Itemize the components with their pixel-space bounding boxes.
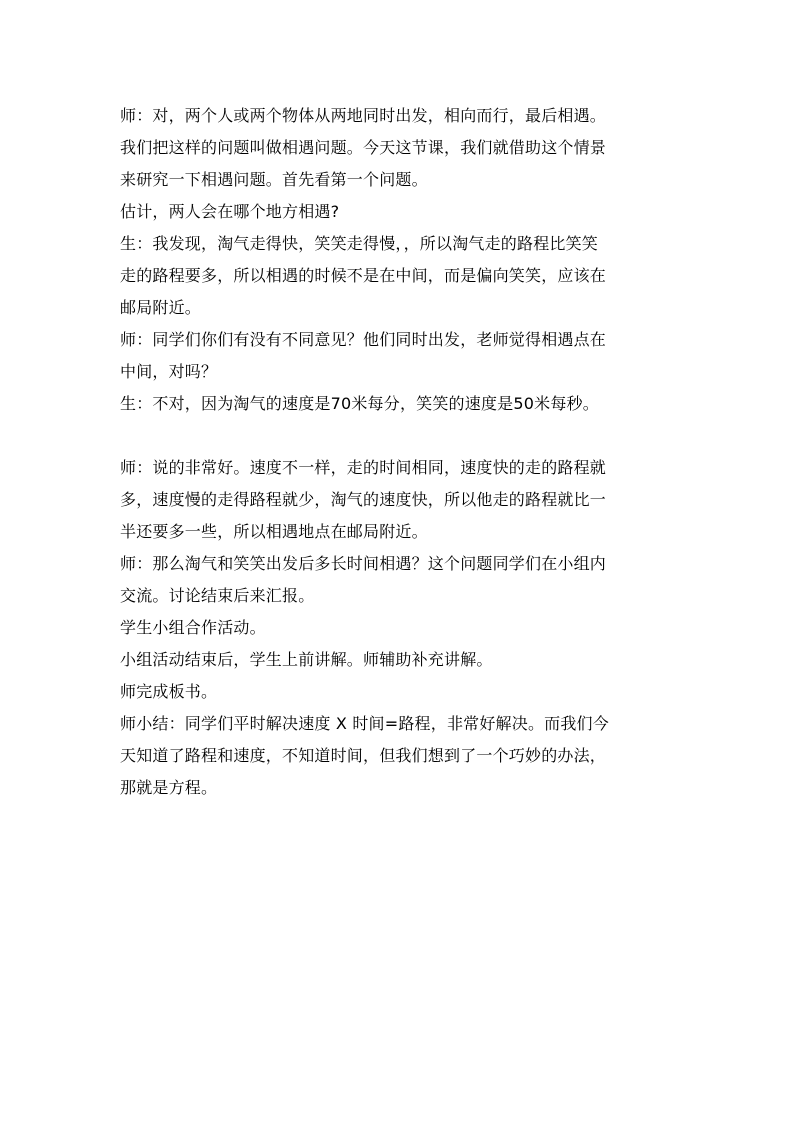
paragraph-board-writing [120, 676, 680, 708]
paragraph-teacher-question [120, 324, 680, 388]
text-line: 那就是方程。 [120, 778, 218, 797]
text-line: 师：说的非常好。速度不一样，走的时间相同，速度快的走的路程就 [120, 458, 607, 477]
paragraph-teacher-explanation [120, 452, 680, 548]
text-line: 小组活动结束后，学生上前讲解。师辅助补充讲解。 [120, 650, 493, 669]
paragraph-teacher-task [120, 548, 680, 612]
text-line: 多，速度慢的走得路程就少，淘气的速度快，所以他走的路程就比一 [120, 490, 607, 509]
text-line: 走的路程要多，所以相遇的时候不是在中间，而是偏向笑笑，应该在 [120, 266, 607, 285]
text-line: 交流。讨论结束后来汇报。 [120, 586, 315, 605]
text-line: 天知道了路程和速度，不知道时间，但我们想到了一个巧妙的办法， [120, 746, 607, 765]
text-line: 师：同学们你们有没有不同意见？他们同时出发，老师觉得相遇点在 [120, 330, 607, 349]
paragraph-group-activity [120, 612, 680, 644]
text-line: 生：我发现，淘气走得快，笑笑走得慢，，所以淘气走的路程比笑笑 [120, 234, 599, 253]
text-line: 估计，两人会在哪个地方相遇? [120, 202, 340, 221]
text-line: 师小结：同学们平时解决速度 X 时间=路程，非常好解决。而我们今 [120, 714, 609, 733]
text-line: 半还要多一些，所以相遇地点在邮局附近。 [120, 522, 428, 541]
paragraph-student-answer-2 [120, 388, 680, 420]
paragraph-teacher-summary [120, 708, 680, 804]
text-line: 师完成板书。 [120, 682, 218, 701]
text-line: 生：不对，因为淘气的速度是70米每分，笑笑的速度是50米每秒。 [120, 394, 599, 413]
text-line: 来研究一下相遇问题。首先看第一个问题。 [120, 170, 428, 189]
text-line: 师：那么淘气和笑笑出发后多长时间相遇？这个问题同学们在小组内 [120, 554, 607, 573]
blank-line [120, 420, 680, 452]
text-line: 中间，对吗？ [120, 362, 218, 381]
paragraph-activity-end [120, 644, 680, 676]
text-line: 学生小组合作活动。 [120, 618, 266, 637]
paragraph-student-answer-1 [120, 228, 680, 324]
paragraph-teacher-intro [120, 100, 680, 196]
document-body [120, 100, 680, 804]
text-line: 邮局附近。 [120, 298, 202, 317]
text-line: 我们把这样的问题叫做相遇问题。今天这节课，我们就借助这个情景 [120, 138, 607, 157]
text-line: 师：对，两个人或两个物体从两地同时出发，相向而行，最后相遇。 [120, 106, 607, 125]
paragraph-estimate-question [120, 196, 680, 228]
